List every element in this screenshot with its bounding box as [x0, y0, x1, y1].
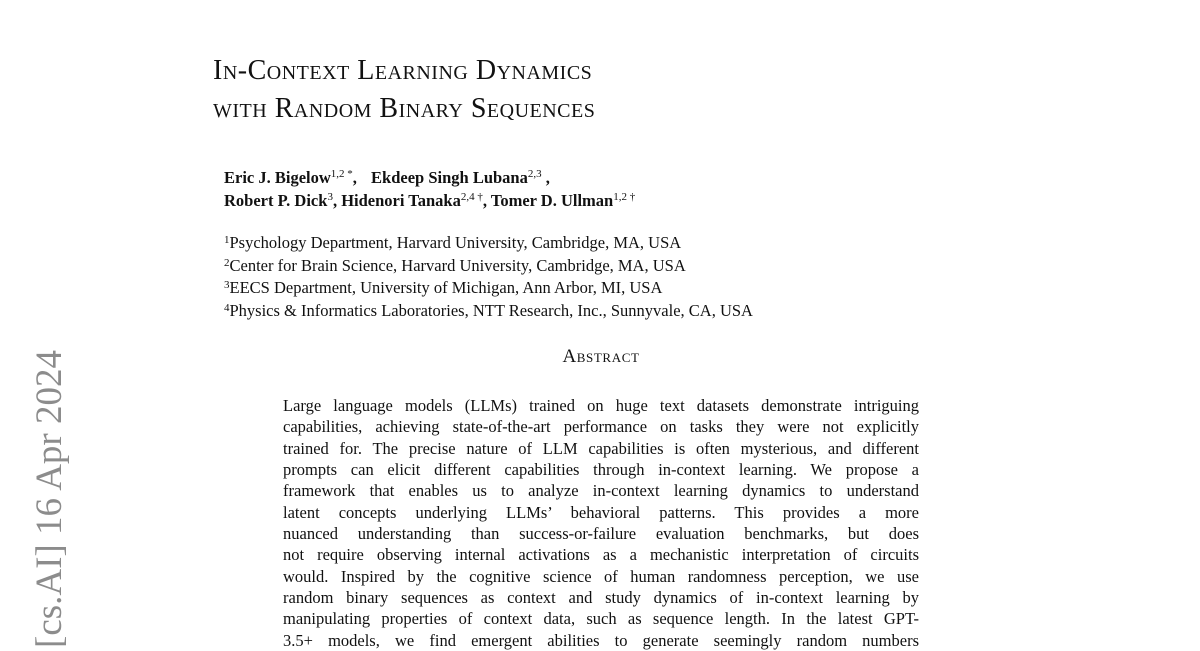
- affiliation-number: 4: [224, 302, 230, 315]
- paper-title-line-1: In-Context Learning Dynamics: [213, 55, 593, 86]
- affiliation-number: 1: [224, 234, 230, 246]
- abstract-line: Large language models (LLMs) trained on huge text datasets demonstrate intriguing: [283, 396, 919, 415]
- author-list: [224, 166, 635, 212]
- author-affiliation-marks: 1,2 *: [330, 168, 353, 180]
- abstract-line: prompts can elicit different capabilities through in-context learning. We propose a: [283, 460, 919, 480]
- author-name: Eric J. Bigelow: [224, 168, 331, 187]
- abstract-line: would. Inspired by the cognitive science of human randomness perception, we use: [283, 566, 919, 586]
- abstract-line: manipulating properties of context data, such as sequence length. In the latest GPT-: [283, 609, 919, 629]
- affiliation-item: [224, 300, 753, 323]
- abstract-line: trained for. The precise nature of LLM capabilities is often mysterious, and different: [283, 438, 919, 458]
- paper-title: [213, 52, 595, 128]
- affiliation-list: [224, 232, 753, 323]
- affiliation-number: 2: [224, 256, 230, 269]
- affiliation-text: Physics & Informatics Laboratories, NTT Research, Inc., Sunnyvale, CA, USA: [229, 301, 753, 321]
- abstract-line: framework that enables us to analyze in-context learning dynamics to understand: [283, 481, 919, 501]
- author-name: Tomer D. Ullman: [490, 191, 614, 210]
- author-name: Ekdeep Singh Lubana: [371, 168, 528, 187]
- affiliation-item: [224, 277, 753, 300]
- affiliation-text: Psychology Department, Harvard University, Cambridge, MA, USA: [229, 233, 682, 252]
- arxiv-watermark: [28, 318, 72, 648]
- affiliation-number: 3: [224, 279, 230, 292]
- author-affiliation-marks: 1,2 †: [613, 191, 636, 203]
- author-line-2: Robert P. Dick$^3$, Hidenori Tanaka$^{2,4 \dagger}$, Tomer D. Ullman$^{1,2 \dagger}$: [224, 191, 636, 210]
- abstract-line: latent concepts underlying LLMs’ behavioral patterns. This provides a more: [283, 502, 919, 522]
- abstract-body: [283, 395, 919, 651]
- affiliation-item: [224, 255, 753, 278]
- abstract-line: nuanced understanding than success-or-failure evaluation benchmarks, but does: [283, 524, 919, 544]
- affiliation-item: [224, 232, 753, 255]
- author-affiliation-marks: 2,3: [527, 168, 542, 180]
- author-name: Hidenori Tanaka: [341, 191, 461, 210]
- paper-title-line-2: with Random Binary Sequences: [213, 93, 596, 124]
- affiliation-text: Center for Brain Science, Harvard University, Cambridge, MA, USA: [229, 255, 686, 275]
- arxiv-watermark-text: [cs.AI] 16 Apr 2024: [29, 349, 70, 648]
- author-line-1: Eric J. Bigelow$^{1,2 *}$, Ekdeep Singh Lubana$^{2,3}$ ,: [224, 168, 550, 187]
- author-name: Robert P. Dick: [224, 191, 328, 210]
- affiliation-text: EECS Department, University of Michigan, Ann Arbor, MI, USA: [229, 278, 663, 298]
- author-affiliation-marks: 3: [327, 191, 333, 203]
- abstract-heading: Abstract: [562, 346, 640, 367]
- abstract-line: not require observing internal activations as a mechanistic interpretation of circuits: [283, 545, 919, 565]
- abstract-line: 3.5+ models, we find emergent abilities to generate seemingly random numbers: [283, 630, 919, 650]
- abstract-line: random binary sequences as context and study dynamics of in-context learning by: [283, 588, 919, 608]
- abstract-line: capabilities, achieving state-of-the-art performance on tasks they were not explicitly: [283, 417, 919, 437]
- author-affiliation-marks: 2,4 †: [460, 191, 483, 203]
